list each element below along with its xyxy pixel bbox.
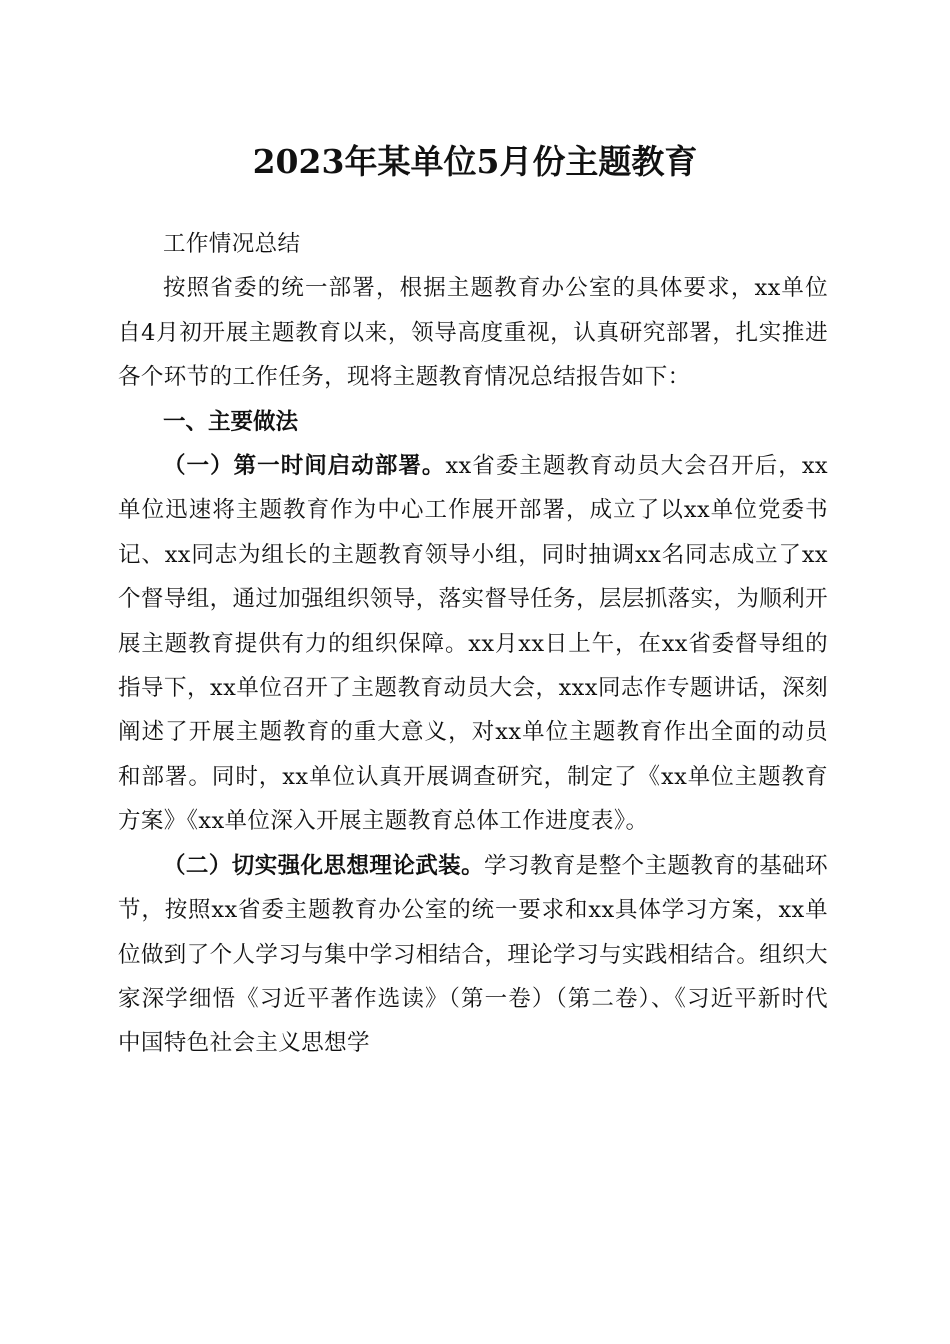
item-1-paragraph xyxy=(118,444,828,844)
document-subtitle: 工作情况总结 xyxy=(163,231,301,257)
item-2-text: 学习教育是整个主题教育的基础环节，按照xx省委主题教育办公室的统一要求和xx具体学习方案，xx单位做到了个人学习与集中学习相结合，理论学习与实践相结合。组织大家深学细悟《习近平著作选读》（第一卷）（第二卷）、《习近平新时代中国特色社会主义思想学 xyxy=(118,852,828,1057)
item-2-paragraph xyxy=(118,844,828,1066)
document-title: 2023年某单位5月份主题教育 xyxy=(252,142,698,181)
item-1-text: xx省委主题教育动员大会召开后，xx单位迅速将主题教育作为中心工作展开部署，成立了以xx单位党委书记、xx同志为组长的主题教育领导小组，同时抽调xx名同志成立了xx个督导组，通过加强组织领导，落实督导任务，层层抓落实，为顺利开展主题教育提供有力的组织保障。xx月xx日上午，在xx省委督导组的指导下，xx单位召开了主题教育动员大会，xxx同志作专题讲话，深刻阐述了开展主题教育的重大意义，对xx单位主题教育作出全面的动员和部署。同时，xx单位认真开展调查研究，制定了《xx单位主题教育方案》《xx单位深入开展主题教育总体工作进度表》。 xyxy=(118,453,828,835)
item-1-lead: （一）第一时间启动部署。 xyxy=(163,453,446,480)
section-heading: 一、主要做法 xyxy=(163,408,299,435)
document-body xyxy=(118,222,828,1066)
intro-paragraph: 按照省委的统一部署，根据主题教育办公室的具体要求，xx单位自4月初开展主题教育以来，领导高度重视，认真研究部署，扎实推进各个环节的工作任务，现将主题教育情况总结报告如下： xyxy=(118,275,828,391)
item-2-lead: （二）切实强化思想理论武装。 xyxy=(163,852,485,879)
